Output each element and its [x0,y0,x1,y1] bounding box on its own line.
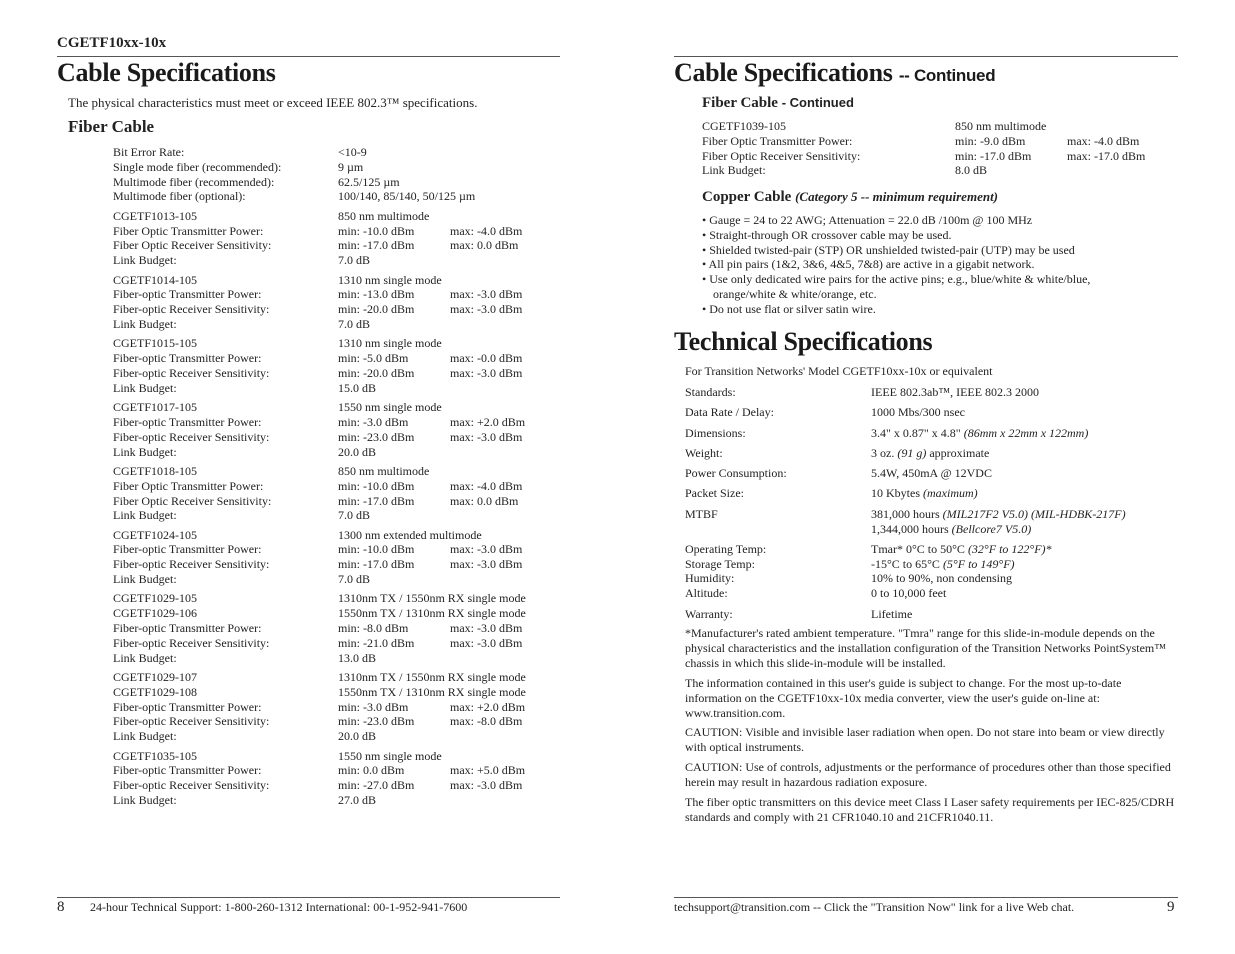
spec-value: max: -4.0 dBm [450,223,523,238]
spec-value: min: -21.0 dBm [338,635,415,650]
model-block [113,591,573,665]
spec-value: max: -17.0 dBm [1067,148,1146,163]
spec-row [113,700,573,715]
header-label: CGETF10xx-10x [57,35,167,51]
spec-label: Fiber-optic Receiver Sensitivity: [113,429,270,444]
spec-row [113,621,573,636]
spec-label: Fiber-optic Transmitter Power: [113,351,262,366]
spec-value: 1550nm TX / 1310nm RX single mode [338,684,526,699]
spec-value: max: -3.0 dBm [450,557,523,572]
spec-label: Multimode fiber (recommended): [113,174,275,189]
spec-label: Fiber-optic Receiver Sensitivity: [113,557,270,572]
spec-row [113,381,573,396]
spec-row [113,160,573,175]
spec-row [113,508,573,523]
spec-value: 15.0 dB [338,380,377,395]
spec-row [113,479,573,494]
header-rule-right [674,56,1178,57]
spec-value: 1310 nm single mode [338,272,442,287]
spec-label: Fiber-optic Transmitter Power: [113,699,262,714]
spec-label: Fiber-optic Receiver Sensitivity: [113,635,270,650]
spec-value: 1550 nm single mode [338,748,442,763]
spec-value: min: -3.0 dBm [338,414,409,429]
spec-row [113,145,573,160]
model-block [113,528,573,587]
spec-label: Link Budget: [702,163,766,178]
spec-value: 7.0 dB [338,508,371,523]
spec-label: Bit Error Rate: [113,145,185,159]
footnote-paragraph: *Manufacturer's rated ambient temperature. "Tmra" range for this slide-in-module depends on the physical characteristics and the installation configuration of the Transition Networks PointSystem™ chassis in which this slide-in-module will be installed. [685,626,1167,670]
copper-bullet-list [702,213,1152,317]
spec-value: min: -5.0 dBm [338,351,409,366]
spec-value: min: -9.0 dBm [955,133,1026,148]
spec-row-mtbf-2: 1,344,000 hours (Bellcore7 V5.0) [871,521,1032,536]
spec-value: 20.0 dB [338,444,377,459]
spec-row-sttemp: Storage Temp: -15°C to 65°C (5°F to 149°F) [685,556,1015,571]
spec-row [113,189,573,204]
spec-label: CGETF1029-105 [113,591,197,606]
spec-label: Link Budget: [113,316,177,331]
tech-intro: For Transition Networks' Model CGETF10xx-10x or equivalent [685,364,993,378]
spec-row [113,302,573,317]
spec-row [113,528,573,543]
spec-value: min: -17.0 dBm [338,493,415,508]
spec-value: 62.5/125 µm [338,174,400,189]
model-block [113,273,573,332]
spec-label: Link Budget: [113,650,177,665]
spec-value: max: -4.0 dBm [450,478,523,493]
spec-row [113,430,573,445]
title-text: Cable Specifications [674,58,893,87]
spec-label: Fiber-optic Transmitter Power: [113,287,262,302]
spec-row-datarate: Data Rate / Delay: 1000 Mbs/300 nsec [685,405,965,420]
spec-row-power: Power Consumption: 5.4W, 450mA @ 12VDC [685,466,992,481]
spec-row [113,542,573,557]
spec-value: 7.0 dB [338,253,371,268]
spec-label: CGETF1039-105 [702,119,786,133]
spec-value: max: +2.0 dBm [450,414,526,429]
spec-label: Link Budget: [113,508,177,523]
spec-value: 8.0 dB [955,163,988,178]
spec-label: Link Budget: [113,793,177,808]
spec-value: max: -3.0 dBm [450,778,523,793]
spec-value: min: -23.0 dBm [338,429,415,444]
spec-row-dimensions: Dimensions: 3.4" x 0.87" x 4.8" (86mm x 22mm x 122mm) [685,425,1089,440]
spec-row [113,793,573,808]
footer-rule-right [674,897,1178,898]
spec-row [113,253,573,268]
spec-row [113,464,573,479]
spec-value: max: +2.0 dBm [450,699,526,714]
spec-row [113,763,573,778]
model-block [113,336,573,395]
spec-row [113,557,573,572]
spec-value: min: -13.0 dBm [338,287,415,302]
spec-value: 13.0 dB [338,650,377,665]
spec-label: CGETF1013-105 [113,208,197,223]
spec-value: max: -3.0 dBm [450,365,523,380]
spec-row [702,163,1172,178]
spec-label: Multimode fiber (optional): [113,189,246,204]
spec-value: 20.0 dB [338,729,377,744]
copper-bullet-item: • Shielded twisted-pair (STP) OR unshielded twisted-pair (UTP) may be used [702,242,1075,257]
spec-row [113,238,573,253]
spec-label: Single mode fiber (recommended): [113,159,282,174]
copper-bullet-item: • Use only dedicated wire pairs for the active pins; e.g., blue/white & white/blue, orange/white & white/orange, etc. [702,272,1091,301]
spec-value: 1300 nm extended multimode [338,527,482,542]
spec-value: 1550 nm single mode [338,400,442,415]
spec-value: <10-9 [338,145,367,159]
spec-label: Fiber Optic Transmitter Power: [702,133,853,148]
spec-row [113,685,573,700]
footer-text-right: techsupport@transition.com -- Click the "Transition Now" link for a live Web chat. [674,900,1075,914]
spec-label: CGETF1017-105 [113,400,197,415]
spec-row [113,351,573,366]
spec-label: CGETF1029-107 [113,670,197,685]
copper-bullet-item: • Do not use flat or silver satin wire. [702,301,876,316]
spec-value: max: 0.0 dBm [450,238,519,253]
footer-rule [57,897,560,898]
spec-row [702,149,1172,164]
page-title-continued [674,58,995,88]
spec-label: Fiber-optic Receiver Sensitivity: [113,302,270,317]
spec-label: Fiber-optic Receiver Sensitivity: [113,714,270,729]
spec-label: CGETF1035-105 [113,748,197,763]
spec-value: 100/140, 85/140, 50/125 µm [338,189,476,204]
spec-row [113,273,573,288]
spec-label: CGETF1029-106 [113,606,197,621]
spec-row [113,317,573,332]
model-block [113,670,573,744]
spec-value: max: -3.0 dBm [450,542,523,557]
spec-label: Fiber-optic Receiver Sensitivity: [113,365,270,380]
general-fiber-block [113,145,573,204]
spec-row [113,287,573,302]
fiber-cable-heading: Fiber Cable [68,117,155,136]
page-title: Cable Specifications [57,58,276,87]
copper-note: (Category 5 -- minimum requirement) [795,189,999,204]
spec-row [113,336,573,351]
caution-paragraph-2: CAUTION: Use of controls, adjustments or the performance of procedures other than those specified herein may result in hazardous radiation exposure. [685,760,1171,789]
page-number-right: 9 [1167,899,1175,915]
spec-row-optemp: Operating Temp: Tmar* 0°C to 50°C (32°F to 122°F)* [685,541,1052,556]
spec-value: min: -20.0 dBm [338,365,415,380]
spec-row [113,606,573,621]
spec-label: Fiber-optic Transmitter Power: [113,621,262,636]
footer-text: 24-hour Technical Support: 1-800-260-1312 International: 00-1-952-941-7600 [90,900,468,914]
spec-label: Fiber Optic Transmitter Power: [113,478,264,493]
spec-row-standards: Standards: IEEE 802.3ab™, IEEE 802.3 2000 [685,385,1040,399]
spec-row-packet: Packet Size: 10 Kbytes (maximum) [685,486,978,501]
spec-value: max: -3.0 dBm [450,302,523,317]
spec-row-weight: Weight: 3 oz. (91 g) approximate [685,445,990,460]
spec-value: min: -17.0 dBm [338,238,415,253]
spec-row-altitude: Altitude: 0 to 10,000 feet [685,586,947,601]
tech-spec-table [685,385,1185,621]
spec-row [113,224,573,239]
spec-row-humidity: Humidity: 10% to 90%, non condensing [685,571,1012,586]
spec-row [113,670,573,685]
spec-row [113,494,573,509]
copper-heading-text: Copper Cable [702,189,792,205]
spec-row [113,749,573,764]
spec-row [113,778,573,793]
spec-value: max: -3.0 dBm [450,287,523,302]
spec-label: Link Budget: [113,729,177,744]
spec-value: 1310 nm single mode [338,336,442,351]
spec-value: max: -4.0 dBm [1067,133,1140,148]
caution-paragraph-1: CAUTION: Visible and invisible laser radiation when open. Do not stare into beam or view directly with optical instruments. [685,725,1165,754]
spec-value: min: 0.0 dBm [338,763,405,778]
spec-row [113,651,573,666]
spec-value: 7.0 dB [338,316,371,331]
spec-row [702,119,1172,134]
spec-row [113,445,573,460]
spec-row [113,591,573,606]
spec-value: min: -10.0 dBm [338,478,415,493]
technical-specs-title: Technical Specifications [674,327,933,356]
copper-bullet-item: • All pin pairs (1&2, 3&6, 4&5, 7&8) are active in a gigabit network. [702,257,1035,272]
fiber-heading-continued: - Continued [781,95,854,110]
spec-value: min: -10.0 dBm [338,223,415,238]
intro-text: The physical characteristics must meet or exceed IEEE 802.3™ specifications. [68,95,478,110]
spec-row [113,415,573,430]
spec-value: 1550nm TX / 1310nm RX single mode [338,606,526,621]
info-paragraph: The information contained in this user's guide is subject to change. For the most up-to-date information on the CGETF10xx-10x media converter, view the user's guide on-line at: www.transition.com. [685,676,1122,720]
fiber-spec-list [113,145,573,812]
spec-row-mtbf: MTBF 381,000 hours (MIL217F2 V5.0) (MIL-HDBK-217F) [685,506,1126,521]
spec-row [113,636,573,651]
spec-label: Link Budget: [113,380,177,395]
spec-value: min: -10.0 dBm [338,542,415,557]
spec-label: Fiber Optic Receiver Sensitivity: [702,148,861,163]
spec-value: max: -3.0 dBm [450,621,523,636]
spec-label: Fiber Optic Transmitter Power: [113,223,264,238]
spec-value: max: -3.0 dBm [450,635,523,650]
copper-bullet-item: • Gauge = 24 to 22 AWG; Attenuation = 22.0 dB /100m @ 100 MHz [702,213,1033,227]
spec-label: CGETF1024-105 [113,527,197,542]
spec-label: Fiber-optic Transmitter Power: [113,542,262,557]
copper-bullet-item: • Straight-through OR crossover cable may be used. [702,227,952,242]
spec-label: CGETF1014-105 [113,272,197,287]
spec-row [113,400,573,415]
fiber-cable-continued-heading [702,95,854,112]
spec-label: CGETF1015-105 [113,336,197,351]
spec-value: min: -27.0 dBm [338,778,415,793]
spec-row-warranty: Warranty: Lifetime [685,606,913,621]
spec-value: min: -20.0 dBm [338,302,415,317]
spec-value: min: -3.0 dBm [338,699,409,714]
spec-label: Link Budget: [113,253,177,268]
spec-row [113,175,573,190]
title-continued-label: -- Continued [898,66,996,85]
model-block [113,464,573,523]
spec-value: 1310nm TX / 1550nm RX single mode [338,591,526,606]
spec-label: Link Budget: [113,572,177,587]
spec-value: 9 µm [338,159,364,174]
spec-value: 1310nm TX / 1550nm RX single mode [338,670,526,685]
spec-value: max: -0.0 dBm [450,351,523,366]
model-block [113,400,573,459]
spec-label: Fiber-optic Receiver Sensitivity: [113,778,270,793]
fiber-continued-list [702,119,1172,178]
laser-safety-paragraph: The fiber optic transmitters on this device meet Class I Laser safety requirements per IEC-825/CDRH standards and comply with 21 CFR1040.10 and 21CFR1040.11. [685,795,1175,824]
spec-label: Fiber-optic Transmitter Power: [113,763,262,778]
spec-value: 850 nm multimode [338,463,430,478]
spec-label: Fiber Optic Receiver Sensitivity: [113,238,272,253]
spec-value: min: -8.0 dBm [338,621,409,636]
spec-value: 27.0 dB [338,793,377,808]
spec-value: 850 nm multimode [338,208,430,223]
spec-value: max: +5.0 dBm [450,763,526,778]
spec-row [113,572,573,587]
spec-label: CGETF1018-105 [113,463,197,478]
spec-label: Link Budget: [113,444,177,459]
spec-value: max: -8.0 dBm [450,714,523,729]
spec-row [113,209,573,224]
model-block [113,749,573,808]
fiber-heading-text: Fiber Cable [702,95,778,111]
spec-label: Fiber Optic Receiver Sensitivity: [113,493,272,508]
model-block [113,209,573,268]
spec-row [113,366,573,381]
spec-value: 7.0 dB [338,572,371,587]
page-number: 8 [57,899,65,915]
copper-cable-heading [702,189,998,206]
spec-value: min: -17.0 dBm [338,557,415,572]
spec-row [113,714,573,729]
spec-value: min: -23.0 dBm [338,714,415,729]
spec-value: max: -3.0 dBm [450,429,523,444]
spec-value: max: 0.0 dBm [450,493,519,508]
spec-label: CGETF1029-108 [113,684,197,699]
header-rule [57,56,560,57]
spec-label: Fiber-optic Transmitter Power: [113,414,262,429]
spec-value: 850 nm multimode [955,119,1047,133]
spec-row [702,134,1172,149]
spec-value: min: -17.0 dBm [955,148,1032,163]
spec-row [113,729,573,744]
